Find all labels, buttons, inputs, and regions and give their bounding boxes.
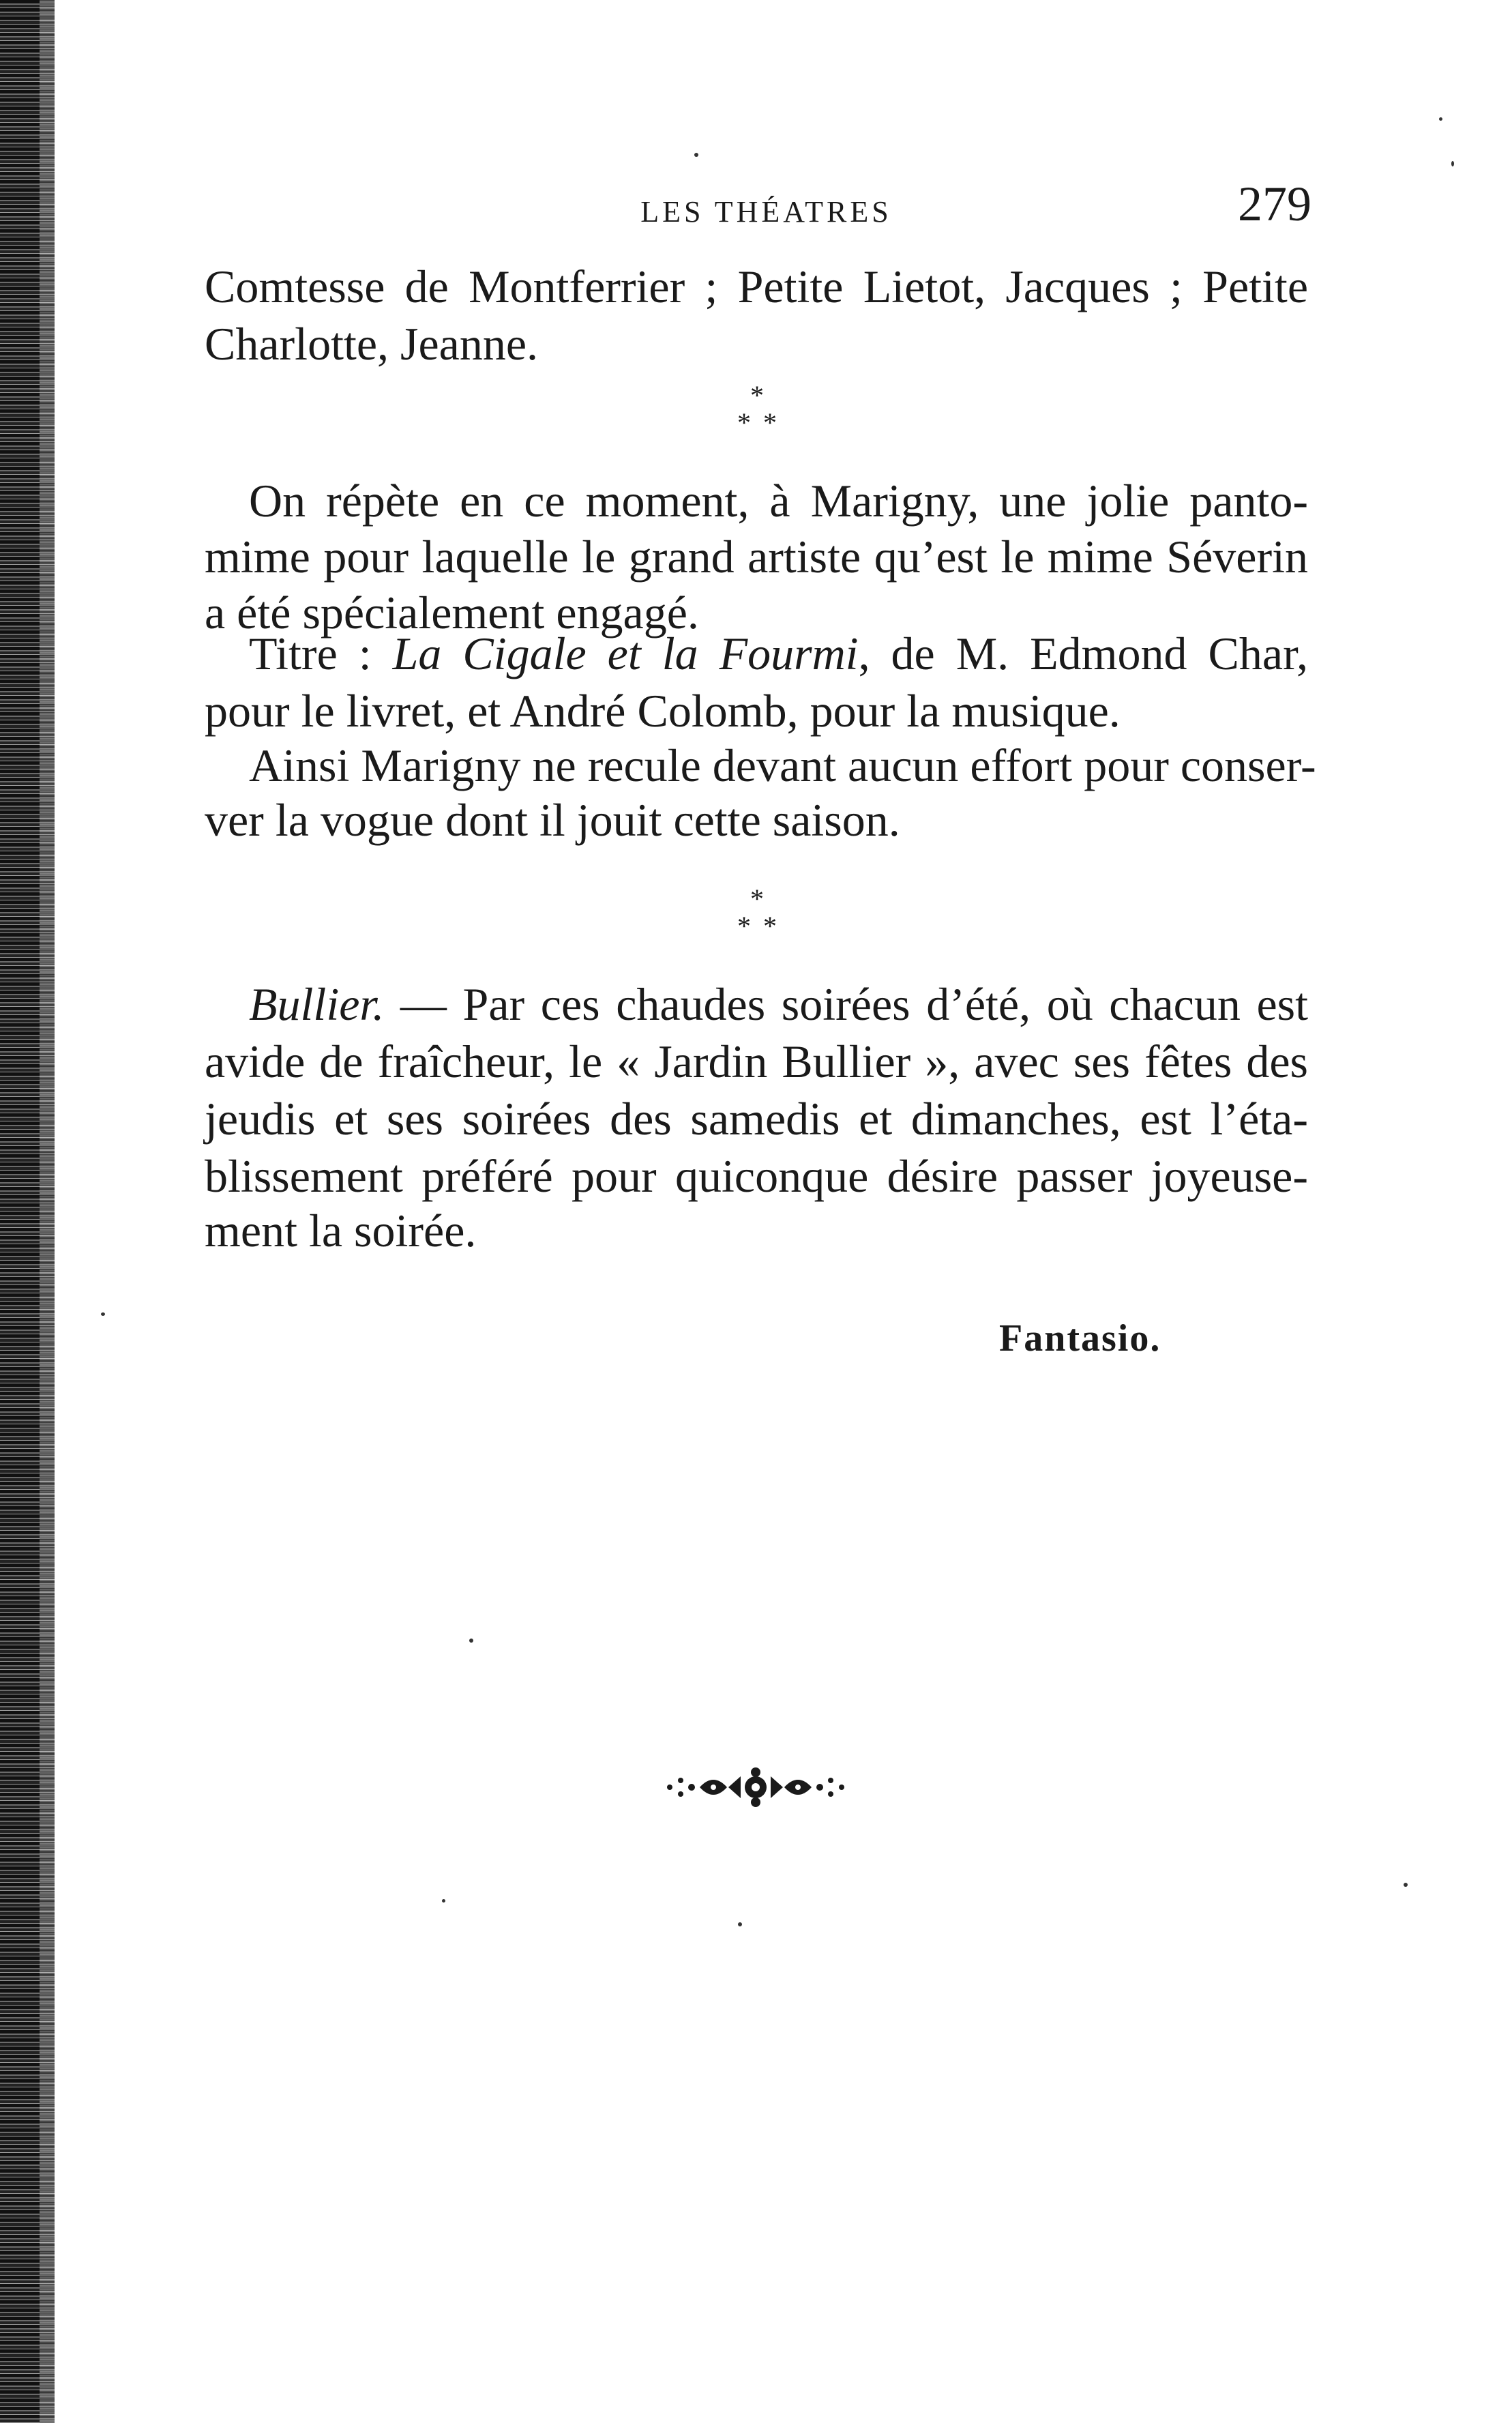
text-span: Titre : [249, 628, 393, 679]
asterism-top: * [750, 883, 764, 914]
scan-speck [1404, 1883, 1408, 1887]
scan-speck [442, 1899, 445, 1903]
work-title: La Cigale et la Fourmi [392, 628, 859, 679]
text-line: Comtesse de Montferrier ; Petite Lietot, Jacques ; Petite [205, 261, 1308, 312]
signature: Fantasio. [999, 1317, 1161, 1360]
text-line: pour le livret, et André Colomb, pour la musique. [205, 685, 1121, 737]
binding-edge [0, 0, 55, 2423]
asterism-bottom: ** [737, 407, 789, 438]
text-line: avide de fraîcheur, le « Jardin Bullier », avec ses fêtes des [205, 1036, 1308, 1087]
asterism [716, 885, 798, 947]
text-line [205, 975, 1308, 1033]
asterism [716, 382, 798, 443]
venue-name: Bullier. [249, 978, 385, 1030]
text-line: Charlotte, Jeanne. [205, 318, 539, 370]
text-line [205, 625, 1308, 682]
scan-speck [1439, 117, 1442, 121]
text-line: blissement préféré pour quiconque désire passer joyeuse- [205, 1150, 1308, 1202]
text-line: mime pour laquelle le grand artiste qu’est le mime Séverin [205, 531, 1308, 583]
text-line: On répète en ce moment, à Marigny, une jolie panto- [249, 475, 1308, 527]
scan-speck [469, 1639, 473, 1643]
page-number: 279 [1238, 177, 1311, 231]
scan-speck [101, 1312, 105, 1316]
text-line: ver la vogue dont il jouit cette saison. [205, 794, 900, 846]
asterism-bottom: ** [737, 911, 789, 941]
text-line: a été spécialement engagé. [205, 587, 699, 638]
text-span: — Par ces chaudes soirées d’été, où chacun est [384, 978, 1308, 1030]
text-line: jeudis et ses soirées des samedis et dimanches, est l’éta- [205, 1093, 1308, 1145]
text-line: Ainsi Marigny ne recule devant aucun effort pour conser- [249, 739, 1316, 791]
text-span: , de M. Edmond Char, [858, 628, 1308, 679]
scan-speck [694, 153, 698, 157]
running-title: LES THÉATRES [640, 195, 892, 229]
ornament-tailpiece-icon [660, 1753, 851, 1821]
scan-speck [738, 1922, 742, 1926]
asterism-top: * [750, 380, 764, 411]
scan-speck [1451, 161, 1454, 166]
text-line: ment la soirée. [205, 1205, 477, 1257]
